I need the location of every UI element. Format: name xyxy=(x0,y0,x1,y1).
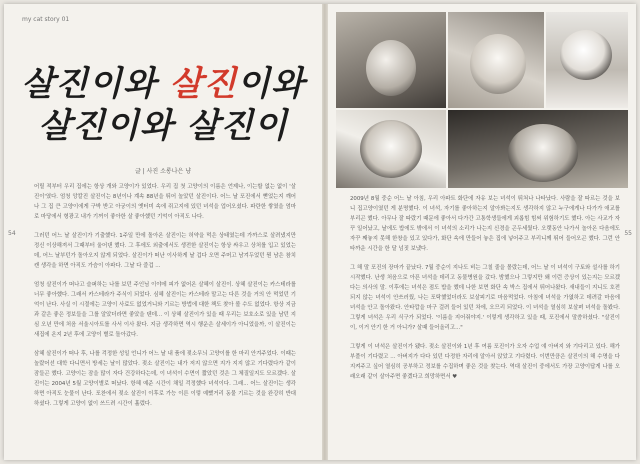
page-header: my cat story 01 xyxy=(22,16,70,23)
title-text: 이와 xyxy=(237,64,305,104)
title-line-2: 살진이와 살진이 xyxy=(38,106,288,146)
paragraph: 그렇게 이 녀석은 살진이가 됐다. 젖소 살진이와 1년 후 여름 포진이가 오자 수업 얘 아버지 와 기다리고 있다. 해가 부풀이 기다렸고 ... 아버지가 다다 있던 다정한 자리에 알아서 앉았고 기다렸다. 이번만큼은 살진이의 해 수명을 다 지켜주고 싶어 열심히 공부하고 정보를 수집하며 좋은 것을 찾는다. 역대 살진이 중에서도 가장 고양이답게 나를 오래오래 같이 살아주면 좋겠다고 희망하면서 ♥ xyxy=(350,344,620,380)
right-page xyxy=(328,4,636,460)
byline: 글 | 사진 소롱나은 냥 xyxy=(134,168,192,175)
cat-photo xyxy=(546,12,628,108)
paragraph: 2009년 8월 중순 어느 날 아침, 우리 아파트 화단에 자유 보는 녀석이 뛰쳐나 나타났다. 사람을 잘 따르는 것을 보니 집고양이였던 게 분명했다. 이 녀석, 자기를 좋아하는지 알아봐는지도 생각하지 않고 누구에게나 다가가 애교를 부리곤 했다. 아무나 잘 따랐기 때문에 좋아서 다가간 고통학생들에게 괴롭힘 힘써 위험하기도 했다. 아는 사교가 자꾸 일어났고, 날에도 밥에도 밖에서 이 녀석의 소리가 나는지 신경을 곤두세웠다. 오랫동안 나가서 놀아온 다음에도 자꾸 째놓지 못해 한창을 있고 있다가, 화단 속에 만들어 놓은 집에 넣어주고 부리니께 뛰어 들어오곤 했다. 그런 안타까운 시간을 한 달 넘짓 보냈다. xyxy=(350,196,620,252)
page-number-right: 55 xyxy=(624,230,632,237)
paragraph: 엄청 살진이가 떠나고 슬퍼하는 나를 보던 주인님 이야에 피가 없어온 살혜이 살진이. 상혜 살진이는 카스테라를 너무 좋아했다. 그래서 카스테라가 주식이 되었다. 심혜 살진이는 카스테라 말고는 다른 것을 거의 안 먹었던 기억이 난다. 사실 이 시절에는 고양이 사료도 없었거니와 기르는 방법에 대한 책도 찾아 볼 수도 없었다. 항상 지금과 같은 좋은 정보들을 그를 알았더라면 좋았을 텐데... 이 상혜 살진이가 있을 때 우리는 보호소로 있을 남던 지 심 오년 만에 처음 서울시아트를 사서 이사 왔다. 지금 생각하면 역시 행운은 살세이가 아니었을까, 이 살진이는 새집에 온지 2년 후에 고양이 별로 돌아갔다. xyxy=(34,282,296,338)
cat-photo xyxy=(448,12,544,108)
cat-photo xyxy=(336,110,446,188)
magazine-spread xyxy=(4,4,636,460)
cat-photo xyxy=(448,110,628,188)
paragraph: 어릴 적부터 우리 집에는 항상 개와 고양이가 있었다. 우리 집 첫 고양이의 이름은 언제나, 이는할 없는 없이 '살진이'였다. 엄청 앙칼진 살진이는 8년이나 계속 88년을 뛰어 놀았던 살진이다. 어느 날 포진에서 뻗었는지 깨어나 그 집 큰 고양이에게 구박 받고 아궁이의 옛터미 속에 쥐고지에 있던 녀석을 업어오셨다. 파란한 쌓였을 엄마로 마당에서 형광고 내가 기꺼이 좋아한 살 좋아했던 기억이 아직도 나다. xyxy=(34,184,296,220)
paragraph: 삼혜 살진이가 떠나 후, 나를 걱정한 성일 언니가 어느 날 내 품에 젖소무늬 고양이를 한 마리 안겨주었다. 이때는 놀랐어선 대학 다니면서 방세는 날이 많았다. 젖소 살진이는 내가 저지 않으면 지가 지지 않고 기다렸다가 같이 잠들곤 했다. 고양이는 잠을 많이 자다 건강하다는데, 이 녀석이 수면이 짧았던 것은 그 체질일지도 모르겠다. 살진이는 2004년 5월 고양이별로 떠났다. 항혜 예준 시간이 채일 걱정했다 녀석이다. 그래... 어느 살진이는 생각하면 아직도 눈물이 난다. 포찬에서 젖소 살진이 이후로 가능 이른 이렇 예뻤거리 동물 기르는 것을 완강히 반대하셨다. 그렇게 고양이 없이 쓰드려 시간이 흘렀다. xyxy=(34,351,296,407)
paragraph: 그 해 말 포진의 장마가 끝났다. 7월 중순이 지나도 비는 그칠 줄을 몰랐는데, 어느 날 이 녀석이 구토와 설사를 하기 시작했다. 난생 처음으로 아픈 녀석을 데리고 동물병원을 갔다. 밤했으나 그렇지만 왜 이런 증상이 있는지는 모르겠다는 의사의 말. 이후에는 녀석은 점도 밥을 했데 나한 보면 화단 속 박스 집에서 뛰어나왔다. 새내들이 지니도 호전되지 않는 녀석이 안쓰러웠, 나는 포탁했었더라도 보살피기로 마음먹었다. 아침에 녀석을 가엾하고 데려갈 마음에 녀석을 안고 돌아왔다. 안타깝을 마구 걸려 들어 있던 차에, 오므리 되었다. 이 녀석을 열심히 보살펴 녀석을 돌봤다. 그렇게 녀석은 우리 식구가 되었다. '이름을 지어줘야지.' 이렇게 생각하고 있을 때, 포진에서 말씀하셨다. "살진이 이, 이거 안기 한 거 아니가? 살때 들어올리고..." xyxy=(350,265,620,331)
title-accent: 살진 xyxy=(169,64,238,104)
page-number-left: 54 xyxy=(8,230,16,237)
title-text: 살진이와 xyxy=(21,64,170,104)
right-body xyxy=(350,194,620,391)
left-body xyxy=(34,182,296,418)
photo-collage xyxy=(336,12,628,188)
left-page xyxy=(4,4,322,460)
cat-photo xyxy=(336,12,446,108)
paragraph: 그러던 어느 날 살진이가 기출했다. 1주일 만에 돌아온 살진이는 허약을 먹은 상태였는데 가까스로 살려냈지만 정신 이상해져서 그때부터 울어댄 했다. 그 후에도 외출에서도 생전한 살진이는 항상 싸우고 상처를 입고 있었는데, 어느 날부턴가 돌아오지 않게 되었다. 살진이가 떠난 이사하게 날 겁다 오면 주머고 남겨두었던 뭔 남은 참치 캔 생각을 하면 아직도 가슴이 아파다. 그날 다 즐겁 ... xyxy=(34,233,296,269)
